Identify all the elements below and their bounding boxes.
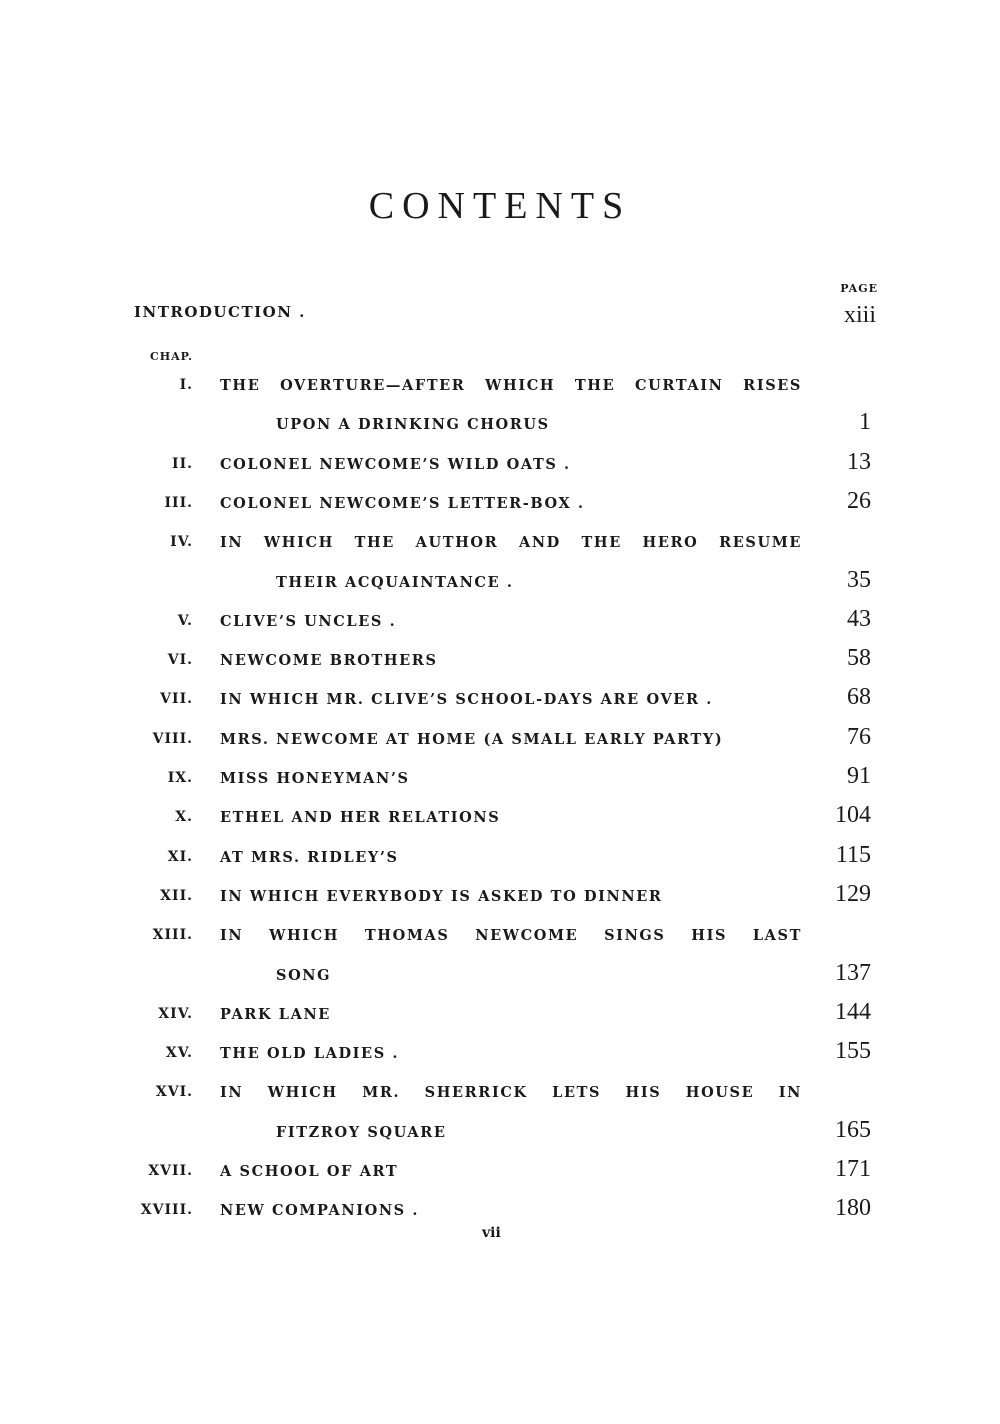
chapter-title: IN WHICH MR. CLIVE’S SCHOOL-DAYS ARE OVER . — [220, 691, 713, 709]
chapter-title: CLIVE’S UNCLES . — [220, 612, 397, 630]
chapter-title: COLONEL NEWCOME’S WILD OATS . — [220, 455, 571, 473]
chapter-title: UPON A DRINKING CHORUS — [276, 416, 550, 434]
chapter-page: 104 — [835, 802, 871, 829]
page-title: CONTENTS — [368, 185, 632, 227]
chapter-page: 13 — [847, 448, 871, 475]
chapter-number: I. — [179, 377, 193, 393]
chapter-page: 144 — [835, 998, 871, 1025]
chapter-column-label: CHAP. — [150, 350, 193, 363]
chapter-title: IN WHICH EVERYBODY IS ASKED TO DINNER — [220, 887, 663, 905]
chapter-title: THE OVERTURE—AFTER WHICH THE CURTAIN RISES — [220, 377, 802, 394]
chapter-title: PARK LANE — [220, 1005, 331, 1023]
chapter-title: IN WHICH MR. SHERRICK LETS HIS HOUSE IN — [220, 1084, 802, 1102]
chapter-number: VII. — [160, 691, 193, 708]
chapter-number: III. — [164, 494, 193, 511]
chapter-number: IX. — [167, 770, 193, 786]
chapter-number: XVII. — [148, 1163, 193, 1179]
chapter-title: NEWCOME BROTHERS — [220, 652, 438, 670]
page-column-label: PAGE — [840, 282, 878, 295]
chapter-number: X. — [175, 809, 193, 826]
chapter-number: XVIII. — [140, 1202, 193, 1219]
chapter-number: XI. — [167, 848, 193, 865]
chapter-page: 76 — [847, 723, 871, 750]
chapter-title: NEW COMPANIONS . — [220, 1202, 420, 1220]
chapter-title: FITZROY SQUARE — [276, 1123, 447, 1141]
chapter-number: XV. — [165, 1045, 193, 1062]
chapter-title: MISS HONEYMAN’S — [220, 770, 410, 787]
chapter-page: 171 — [835, 1156, 871, 1182]
chapter-number: XIII. — [152, 927, 193, 944]
chapter-page: 1 — [859, 409, 871, 436]
chapter-title: SONG — [276, 966, 332, 984]
chapter-title: MRS. NEWCOME AT HOME (A SMALL EARLY PARTY) — [220, 730, 724, 748]
chapter-title: THEIR ACQUAINTANCE . — [276, 573, 514, 591]
chapter-title: AT MRS. RIDLEY’S — [220, 848, 399, 866]
chapter-page: 43 — [847, 605, 871, 632]
page-number: vii — [482, 1225, 501, 1241]
chapter-number: II. — [172, 455, 193, 472]
chapter-page: 165 — [835, 1116, 871, 1143]
chapter-page: 137 — [835, 959, 871, 986]
introduction-title: INTRODUCTION . — [134, 303, 306, 321]
chapter-page: 68 — [847, 684, 871, 711]
chapter-title: IN WHICH THOMAS NEWCOME SINGS HIS LAST — [220, 927, 802, 945]
chapter-number: XII. — [160, 887, 193, 904]
chapter-title: A SCHOOL OF ART — [220, 1163, 399, 1180]
chapter-title: THE OLD LADIES . — [220, 1045, 400, 1063]
chapter-title: ETHEL AND HER RELATIONS — [220, 809, 501, 827]
chapter-page: 129 — [835, 880, 871, 907]
chapter-page: 91 — [847, 763, 871, 789]
chapter-number: XIV. — [158, 1005, 193, 1022]
chapter-page: 155 — [835, 1038, 871, 1065]
chapter-page: 35 — [847, 566, 871, 593]
introduction-page: xiii — [843, 302, 876, 328]
chapter-number: IV. — [170, 534, 193, 551]
chapter-title: COLONEL NEWCOME’S LETTER-BOX . — [220, 494, 585, 512]
chapter-number: VI. — [167, 652, 193, 669]
chapter-title: IN WHICH THE AUTHOR AND THE HERO RESUME — [220, 534, 802, 552]
chapter-page: 26 — [847, 487, 871, 514]
chapter-number: XVI. — [155, 1084, 193, 1101]
chapter-page: 180 — [835, 1195, 871, 1222]
chapter-number: VIII. — [152, 730, 193, 747]
chapter-page: 58 — [847, 645, 871, 672]
chapter-page: 115 — [835, 841, 871, 868]
chapter-number: V. — [177, 612, 193, 629]
